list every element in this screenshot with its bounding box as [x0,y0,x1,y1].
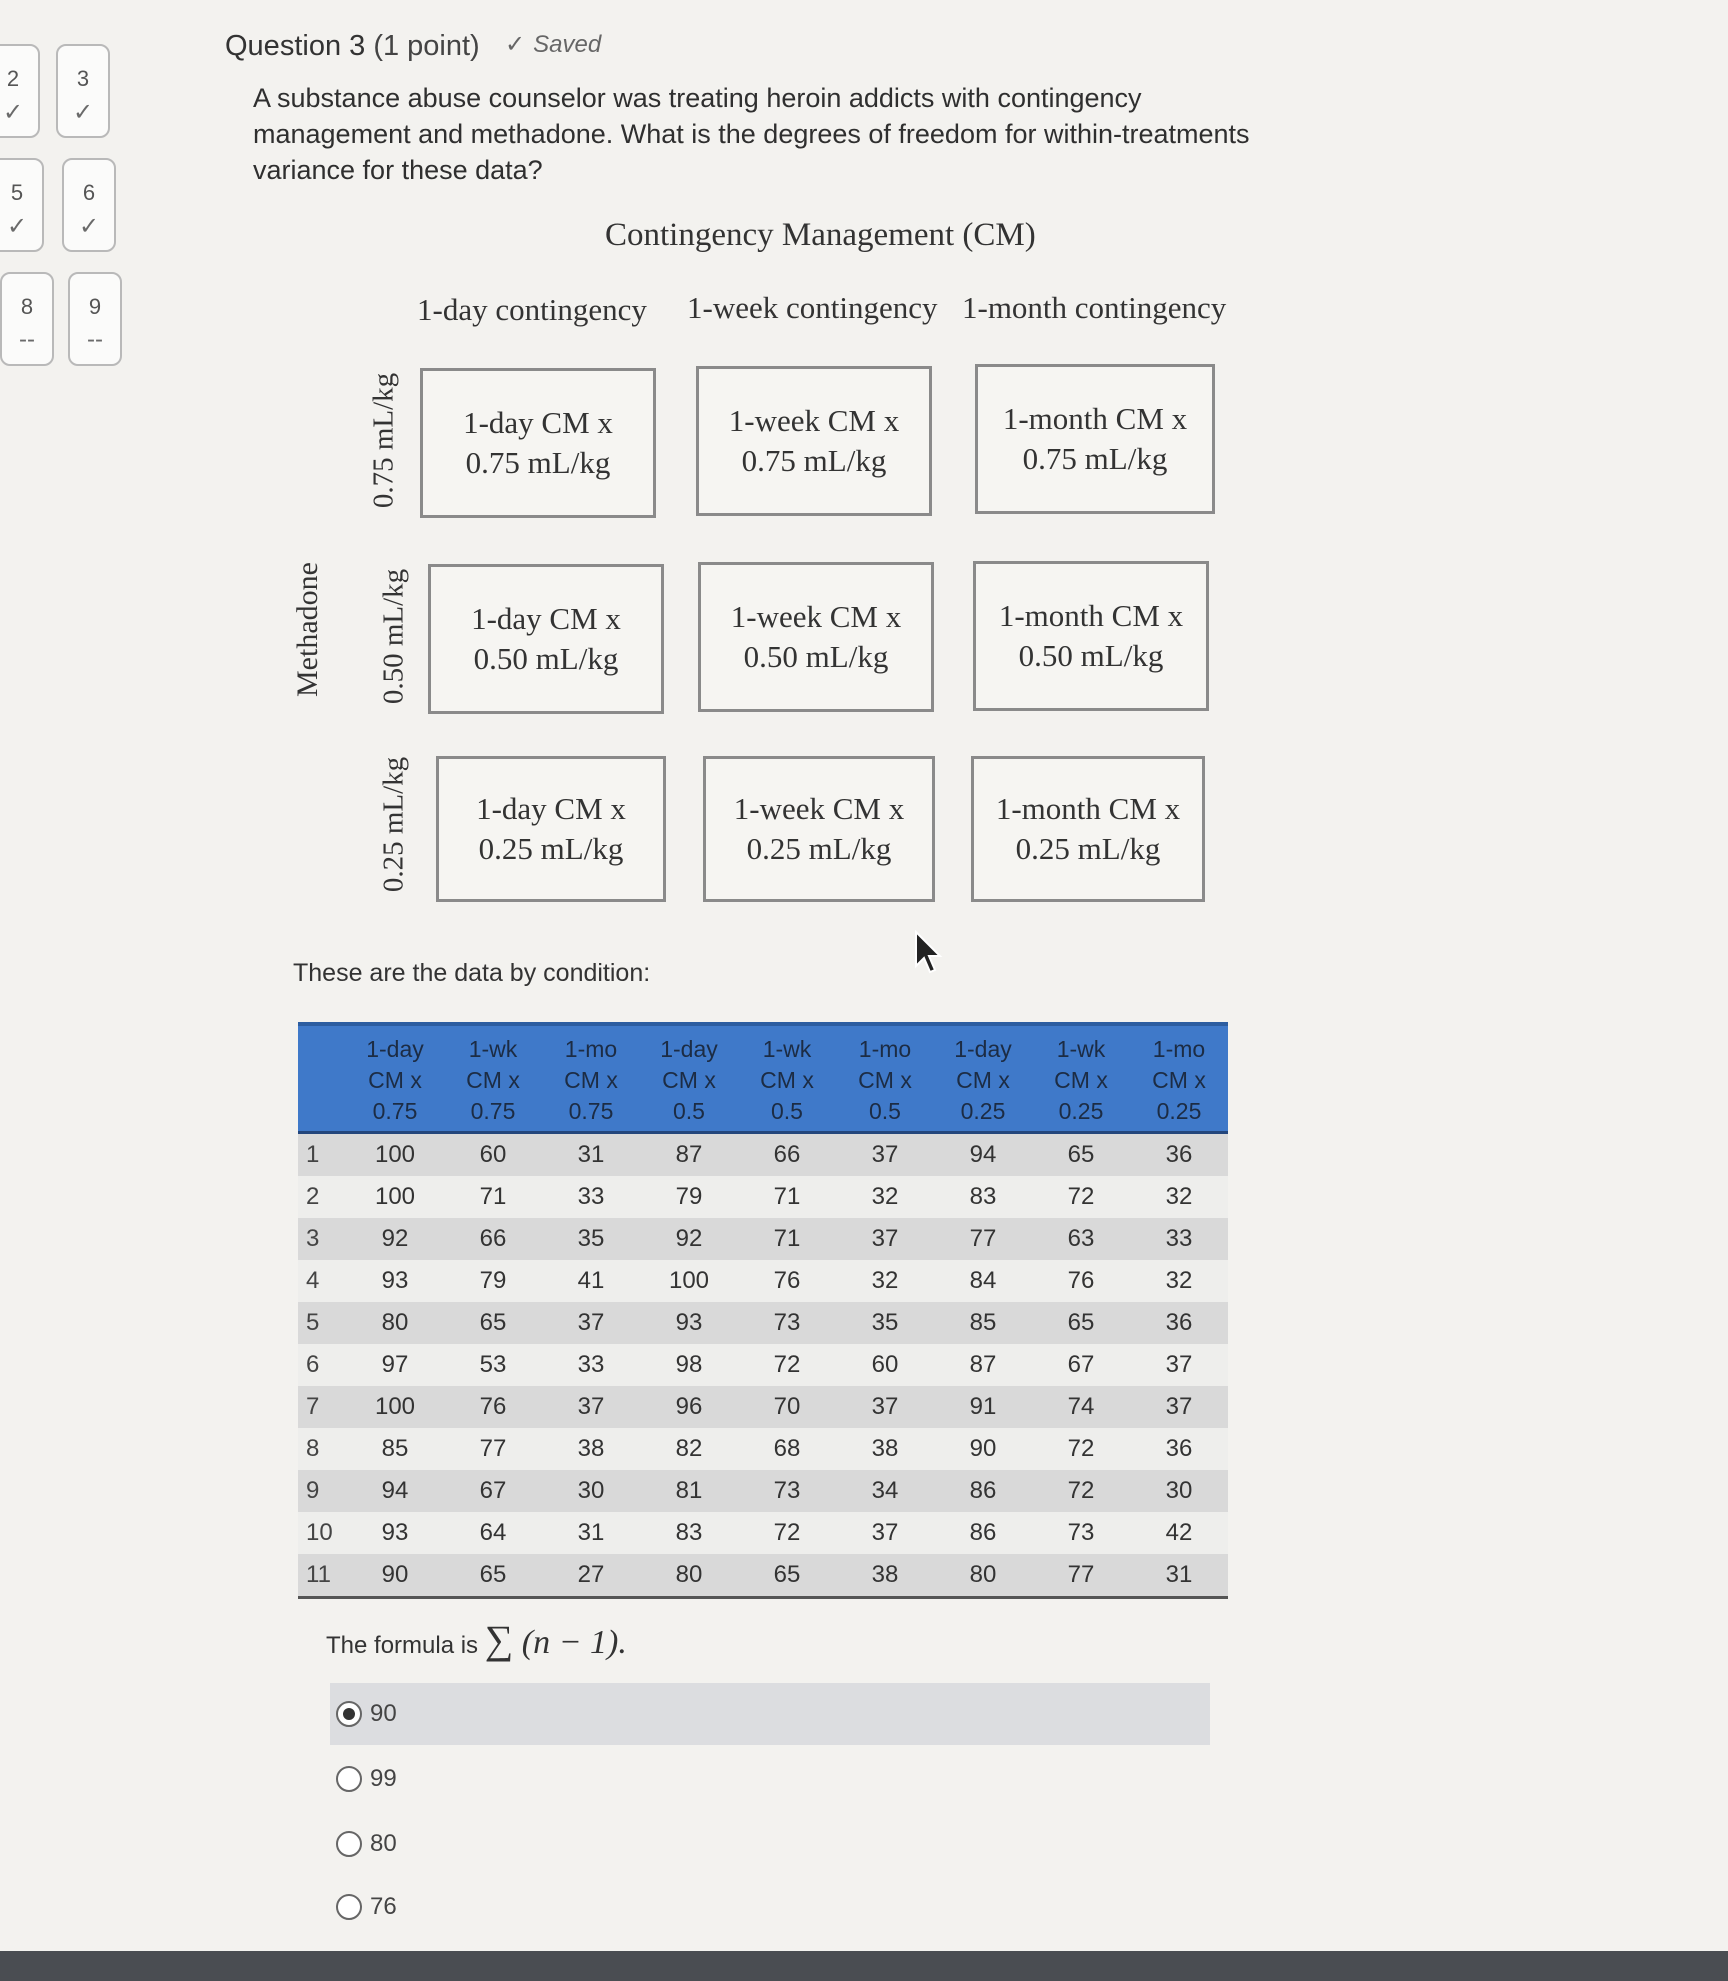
cell-1day-025 [436,756,666,902]
table-cell: 82 [675,1435,703,1462]
table-row [298,1176,1228,1218]
table-cell: 33 [577,1351,605,1378]
cell-1day-050 [428,564,664,714]
unanswered-mark: -- [19,326,35,353]
col-header-1week: 1-week contingency [687,290,938,325]
table-cell: 71 [773,1225,801,1252]
header-line: CM x [858,1067,912,1093]
question-points: (1 point) [373,30,480,62]
cell-line: 0.75 mL/kg [465,445,611,480]
row-index: 7 [306,1393,320,1420]
cell-1week-075 [696,366,932,516]
table-cell: 92 [381,1225,409,1252]
header-line: 1-wk [1056,1036,1106,1062]
table-cell: 72 [1067,1477,1095,1504]
check-icon: ✓ [78,213,100,240]
cell-line: 0.25 mL/kg [746,831,892,866]
table-header-cell [346,1024,444,1133]
table-cell: 90 [381,1561,409,1588]
row-index: 6 [306,1351,320,1378]
table-cell: 38 [577,1435,605,1462]
table-cell: 68 [773,1435,801,1462]
table-cell: 79 [479,1267,507,1294]
cell-line: 0.75 mL/kg [1022,441,1168,476]
table-cell: 72 [1067,1435,1095,1462]
table-cell: 65 [1067,1141,1095,1168]
mouse-cursor-icon [914,930,944,976]
table-cell: 96 [675,1393,703,1420]
header-line: 1-mo [858,1036,912,1062]
question-prompt: A substance abuse counselor was treating heroin addicts with contingency management and methadone. What is the degrees of freedom for within-treatments variance for these data? [253,83,1250,185]
header-line: 0.75 [372,1098,418,1124]
cell-line: 1-week CM x [733,791,905,826]
table-header-corner [298,1024,346,1133]
nav-question-number: 3 [76,66,90,91]
table-cell: 77 [479,1435,507,1462]
table-row [298,1386,1228,1428]
row-index: 8 [306,1435,320,1462]
table-cell: 87 [675,1141,703,1168]
cell-1week-025 [703,756,935,902]
unanswered-mark: -- [87,326,103,353]
table-cell: 31 [577,1141,605,1168]
header-line: 0.75 [470,1098,516,1124]
data-caption: These are the data by condition: [293,959,651,987]
table-cell: 30 [1165,1477,1193,1504]
header-line: CM x [564,1067,618,1093]
row-index: 2 [306,1183,320,1210]
header-line: 0.5 [869,1098,901,1124]
answer-option-99[interactable] [330,1748,397,1810]
nav-question-5[interactable] [0,158,44,252]
table-cell: 76 [479,1393,507,1420]
table-cell: 85 [969,1309,997,1336]
table-cell: 72 [773,1351,801,1378]
table-cell: 38 [871,1561,899,1588]
header-line: 1-wk [468,1036,518,1062]
table-cell: 66 [479,1225,507,1252]
table-cell: 100 [374,1393,416,1420]
table-cell: 80 [675,1561,703,1588]
header-line: 1-mo [1152,1036,1206,1062]
cell-1month-025 [971,756,1205,902]
table-row [298,1260,1228,1302]
table-cell: 34 [871,1477,899,1504]
table-cell: 97 [381,1351,409,1378]
row-index: 11 [306,1561,331,1588]
table-row [298,1512,1228,1554]
nav-question-3[interactable] [56,44,110,138]
table-cell: 37 [577,1393,605,1420]
table-cell: 36 [1165,1435,1193,1462]
table-cell: 98 [675,1351,703,1378]
table-cell: 86 [969,1519,997,1546]
table-cell: 63 [1067,1225,1095,1252]
nav-question-8[interactable] [0,272,54,366]
cell-1day-075 [420,368,656,518]
table-cell: 100 [374,1183,416,1210]
nav-question-number: 6 [82,180,96,205]
table-header-cell [738,1024,836,1133]
formula-expression: (n − 1). [521,1624,627,1661]
table-cell: 37 [871,1519,899,1546]
header-line: 0.5 [771,1098,803,1124]
table-cell: 64 [479,1519,507,1546]
question-number: Question 3 [225,30,366,62]
table-cell: 79 [675,1183,703,1210]
table-cell: 76 [773,1267,801,1294]
answer-option-90[interactable] [330,1683,1210,1745]
table-cell: 33 [1165,1225,1193,1252]
table-cell: 94 [969,1141,997,1168]
table-header-cell [836,1024,934,1133]
table-cell: 71 [773,1183,801,1210]
row-index: 9 [306,1477,320,1504]
table-cell: 37 [871,1393,899,1420]
table-cell: 53 [479,1351,507,1378]
header-line: 1-mo [564,1036,618,1062]
table-header-cell [1130,1024,1228,1133]
cell-line: 1-week CM x [730,599,902,634]
header-line: 1-day [954,1036,1012,1062]
data-table [298,1022,1228,1599]
row-index: 3 [306,1225,320,1252]
table-row [298,1302,1228,1344]
table-cell: 41 [577,1267,605,1294]
table-cell: 70 [773,1393,801,1420]
table-cell: 33 [577,1183,605,1210]
cell-line: 0.25 mL/kg [1015,831,1161,866]
cell-line: 1-day CM x [476,791,626,826]
table-cell: 83 [675,1519,703,1546]
table-cell: 67 [1067,1351,1095,1378]
table-cell: 36 [1165,1309,1193,1336]
table-cell: 77 [1067,1561,1095,1588]
col-header-1month: 1-month contingency [962,290,1227,325]
table-cell: 77 [969,1225,997,1252]
radio-button-selected[interactable] [336,1701,362,1727]
row-index: 4 [306,1267,320,1294]
row-factor-label: Methadone [291,562,324,697]
cell-line: 0.25 mL/kg [478,831,624,866]
table-cell: 27 [577,1561,605,1588]
table-cell: 73 [773,1309,801,1336]
option-label: 99 [370,1765,397,1792]
table-row [298,1218,1228,1260]
table-cell: 85 [381,1435,409,1462]
cell-line: 1-month CM x [1002,401,1188,436]
table-cell: 65 [1067,1309,1095,1336]
formula-prefix: The formula is [326,1632,479,1659]
header-line: 0.25 [1156,1098,1202,1124]
nav-question-number: 8 [20,294,34,319]
col-header-1day: 1-day contingency [417,292,647,327]
header-line: 0.25 [960,1098,1006,1124]
table-cell: 32 [1165,1267,1193,1294]
header-line: 1-day [660,1036,718,1062]
table-cell: 66 [773,1141,801,1168]
table-cell: 60 [871,1351,899,1378]
cell-line: 0.75 mL/kg [741,443,887,478]
table-cell: 72 [1067,1183,1095,1210]
nav-question-number: 5 [10,180,24,205]
option-label: 80 [370,1830,397,1857]
table-cell: 92 [675,1225,703,1252]
table-cell: 30 [577,1477,605,1504]
formula-text [326,1616,627,1663]
table-cell: 80 [381,1309,409,1336]
nav-question-number: 2 [6,66,20,91]
table-cell: 73 [773,1477,801,1504]
design-title: Contingency Management (CM) [605,217,1036,253]
table-header-cell [934,1024,1032,1133]
table-cell: 87 [969,1351,997,1378]
table-header-cell [1032,1024,1130,1133]
nav-question-number: 9 [88,294,102,319]
table-cell: 93 [381,1267,409,1294]
formula-math [484,1617,627,1662]
table-row [298,1133,1228,1177]
cell-1month-050 [973,561,1209,711]
table-cell: 35 [871,1309,899,1336]
table-cell: 35 [577,1225,605,1252]
cell-line: 1-month CM x [998,598,1184,633]
table-cell: 72 [773,1519,801,1546]
table-cell: 83 [969,1183,997,1210]
row-header-075: 0.75 mL/kg [367,372,400,509]
bottom-bar [0,1951,1728,1981]
radio-button[interactable] [336,1831,362,1857]
table-cell: 65 [479,1309,507,1336]
table-header-cell [640,1024,738,1133]
table-cell: 31 [1165,1561,1193,1588]
header-line: CM x [368,1067,422,1093]
cell-line: 1-day CM x [471,601,621,636]
cell-line: 0.50 mL/kg [1018,638,1164,673]
table-cell: 37 [871,1141,899,1168]
table-header-cell [444,1024,542,1133]
table-cell: 100 [374,1141,416,1168]
table-cell: 37 [871,1225,899,1252]
table-cell: 38 [871,1435,899,1462]
table-cell: 90 [969,1435,997,1462]
header-line: CM x [662,1067,716,1093]
table-cell: 31 [577,1519,605,1546]
table-cell: 76 [1067,1267,1095,1294]
cell-line: 0.50 mL/kg [473,641,619,676]
row-index: 1 [306,1141,320,1168]
table-row [298,1470,1228,1512]
table-row [298,1344,1228,1386]
table-cell: 60 [479,1141,507,1168]
row-index: 10 [306,1519,333,1546]
question-title [225,30,480,63]
table-cell: 32 [871,1267,899,1294]
table-cell: 37 [1165,1393,1193,1420]
table-header-row [298,1024,1228,1133]
header-line: CM x [1152,1067,1206,1093]
table-cell: 37 [1165,1351,1193,1378]
cell-line: 1-month CM x [995,791,1181,826]
table-row [298,1554,1228,1598]
cell-line: 1-day CM x [463,405,613,440]
table-cell: 32 [1165,1183,1193,1210]
table-cell: 100 [668,1267,710,1294]
saved-status [505,30,601,59]
table-cell: 65 [479,1561,507,1588]
answer-option-76[interactable] [330,1876,397,1938]
nav-question-6[interactable] [62,158,116,252]
cell-line: 0.50 mL/kg [743,639,889,674]
header-line: CM x [1054,1067,1108,1093]
table-cell: 84 [969,1267,997,1294]
table-cell: 37 [577,1309,605,1336]
table-cell: 80 [969,1561,997,1588]
cell-line: 1-week CM x [728,403,900,438]
nav-question-2[interactable] [0,44,40,138]
row-index: 5 [306,1309,320,1336]
table-cell: 42 [1165,1519,1193,1546]
header-line: 0.5 [673,1098,705,1124]
table-cell: 93 [381,1519,409,1546]
table-cell: 74 [1067,1393,1095,1420]
radio-button[interactable] [336,1766,362,1792]
table-cell: 86 [969,1477,997,1504]
table-cell: 36 [1165,1141,1193,1168]
header-line: CM x [956,1067,1010,1093]
option-label: 90 [370,1700,397,1727]
table-cell: 91 [969,1393,997,1420]
table-cell: 93 [675,1309,703,1336]
check-icon: ✓ [505,31,526,58]
header-line: 1-day [366,1036,424,1062]
answer-option-80[interactable] [330,1813,397,1875]
row-header-050: 0.50 mL/kg [377,568,410,705]
cell-1week-050 [698,562,934,712]
header-line: CM x [466,1067,520,1093]
check-icon: ✓ [2,99,24,126]
header-line: 0.25 [1058,1098,1104,1124]
header-line: 0.75 [568,1098,614,1124]
table-cell: 71 [479,1183,507,1210]
option-label: 76 [370,1893,397,1920]
table-cell: 94 [381,1477,409,1504]
table-cell: 67 [479,1477,507,1504]
table-cell: 65 [773,1561,801,1588]
header-line: 1-wk [762,1036,812,1062]
check-icon: ✓ [6,213,28,240]
table-cell: 73 [1067,1519,1095,1546]
table-row [298,1428,1228,1470]
table-cell: 32 [871,1183,899,1210]
table-cell: 81 [675,1477,703,1504]
sigma-symbol: ∑ [484,1617,514,1662]
cell-1month-075 [975,364,1215,514]
radio-button[interactable] [336,1894,362,1920]
saved-label: Saved [533,31,602,58]
table-header-cell [542,1024,640,1133]
row-header-025: 0.25 mL/kg [377,756,410,893]
header-line: CM x [760,1067,814,1093]
nav-question-9[interactable] [68,272,122,366]
check-icon: ✓ [72,99,94,126]
